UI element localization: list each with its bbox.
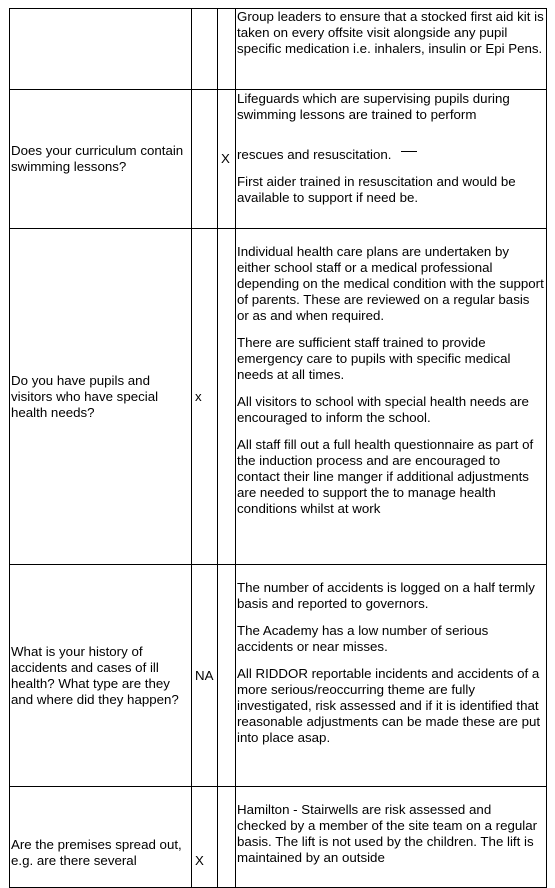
control-text: rescues and resuscitation. — [237, 147, 392, 162]
control-paragraph: All visitors to school with special health needs are encouraged to inform the school. — [237, 394, 529, 425]
control-paragraph: The number of accidents is logged on a half termly basis and reported to governors. — [237, 580, 535, 611]
question-cell — [10, 229, 192, 565]
answer-mark: X — [195, 853, 204, 868]
control-paragraph: Individual health care plans are undertaken by either school staff or a medical professional depending on the medical condition with the support of parents. These are reviewed on a regular basis or as and when required. — [237, 244, 544, 323]
control-paragraph: There are sufficient staff trained to provide emergency care to pupils with specific medical needs at all times. — [237, 335, 511, 382]
table-row — [10, 229, 547, 565]
controls-cell — [236, 229, 547, 565]
controls-cell — [236, 90, 547, 229]
answer-mark: X — [221, 151, 230, 166]
answer-mark: x — [195, 388, 202, 404]
answer-cell-empty — [192, 90, 218, 229]
answer-cell-empty — [218, 565, 236, 787]
table-row — [10, 9, 547, 90]
answer-cell — [192, 229, 218, 565]
control-paragraph: All staff fill out a full health questionnaire as part of the induction process and are encouraged to contact their line manger if additional adjustments are needed to support the to manage health conditions whilst at work — [237, 437, 534, 516]
question-text: Are the premises spread out, e.g. are there several — [11, 837, 182, 868]
answer-cell — [218, 90, 236, 229]
question-cell — [10, 9, 192, 90]
question-text: Do you have pupils and visitors who have special health needs? — [11, 372, 159, 420]
question-text: What is your history of accidents and cases of ill health? What type are they and where did they happen? — [11, 643, 179, 707]
table-row — [10, 565, 547, 787]
answer-cell — [192, 565, 218, 787]
table-row — [10, 787, 547, 888]
control-paragraph-line — [237, 147, 544, 163]
control-paragraph: Group leaders to ensure that a stocked first aid kit is taken on every offsite visit alongside any pupil specific medication i.e. inhalers, insulin or Epi Pens. — [237, 9, 544, 56]
controls-cell — [236, 565, 547, 787]
control-paragraph: The Academy has a low number of serious accidents or near misses. — [237, 623, 489, 654]
answer-mark: NA — [195, 667, 214, 683]
question-cell — [10, 565, 192, 787]
controls-cell — [236, 9, 547, 90]
question-text: Does your curriculum contain swimming lessons? — [11, 143, 184, 174]
controls-cell — [236, 787, 547, 888]
control-paragraph: All RIDDOR reportable incidents and accidents of a more serious/reoccurring theme are fully investigated, risk assessed and if it is identified that reasonable adjustments can be made these are put into place asap. — [237, 666, 541, 745]
answer-cell-empty — [218, 229, 236, 565]
question-cell — [10, 90, 192, 229]
answer-cell-empty — [218, 787, 236, 888]
control-paragraph: Hamilton - Stairwells are risk assessed and checked by a member of the site team on a regular basis. The lift is not used by the children. The lift is maintained by an outside — [237, 802, 538, 865]
question-cell — [10, 787, 192, 888]
answer-cell — [192, 787, 218, 888]
control-paragraph: First aider trained in resuscitation and would be available to support if need be. — [237, 174, 516, 205]
control-paragraph: Lifeguards which are supervising pupils during swimming lessons are trained to perform — [237, 91, 510, 122]
answer-cell-empty — [218, 9, 236, 90]
risk-assessment-table — [9, 8, 547, 888]
table-row — [10, 90, 547, 229]
answer-cell — [192, 9, 218, 90]
dash-mark — [401, 151, 417, 152]
